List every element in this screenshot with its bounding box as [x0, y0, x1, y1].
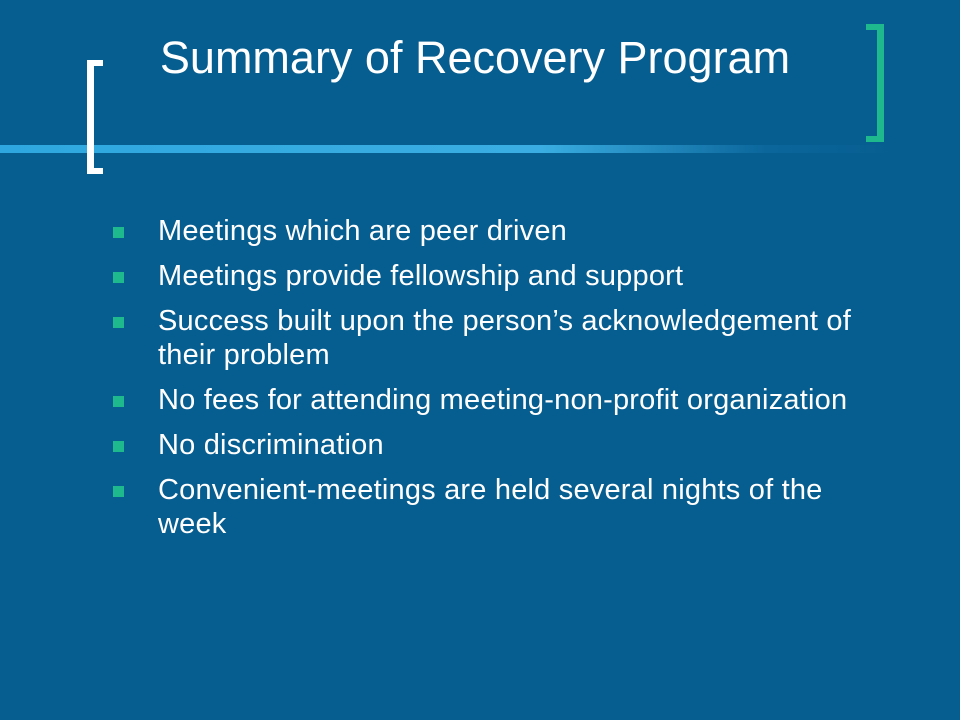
square-bullet-icon — [113, 272, 124, 283]
square-bullet-icon — [113, 227, 124, 238]
bullet-text: Convenient-meetings are held several nights of the week — [158, 474, 823, 540]
title-underline — [0, 145, 900, 153]
bullet-text: Meetings provide fellowship and support — [158, 260, 684, 292]
bullet-text: Meetings which are peer driven — [158, 215, 567, 247]
square-bullet-icon — [113, 486, 124, 497]
list-item — [110, 383, 870, 417]
left-bracket-decoration — [87, 60, 103, 174]
list-item — [110, 473, 870, 541]
slide-title: Summary of Recovery Program — [159, 32, 791, 83]
list-item — [110, 214, 870, 248]
list-item — [110, 304, 870, 372]
square-bullet-icon — [113, 317, 124, 328]
bullet-text: Success built upon the person’s acknowledgement of their problem — [158, 305, 852, 371]
square-bullet-icon — [113, 396, 124, 407]
list-item — [110, 259, 870, 293]
bullet-text: No discrimination — [158, 429, 384, 461]
bullet-text: No fees for attending meeting-non-profit organization — [158, 384, 848, 416]
right-bracket-decoration — [866, 24, 884, 142]
list-item — [110, 428, 870, 462]
square-bullet-icon — [113, 441, 124, 452]
bullet-list — [110, 214, 870, 552]
